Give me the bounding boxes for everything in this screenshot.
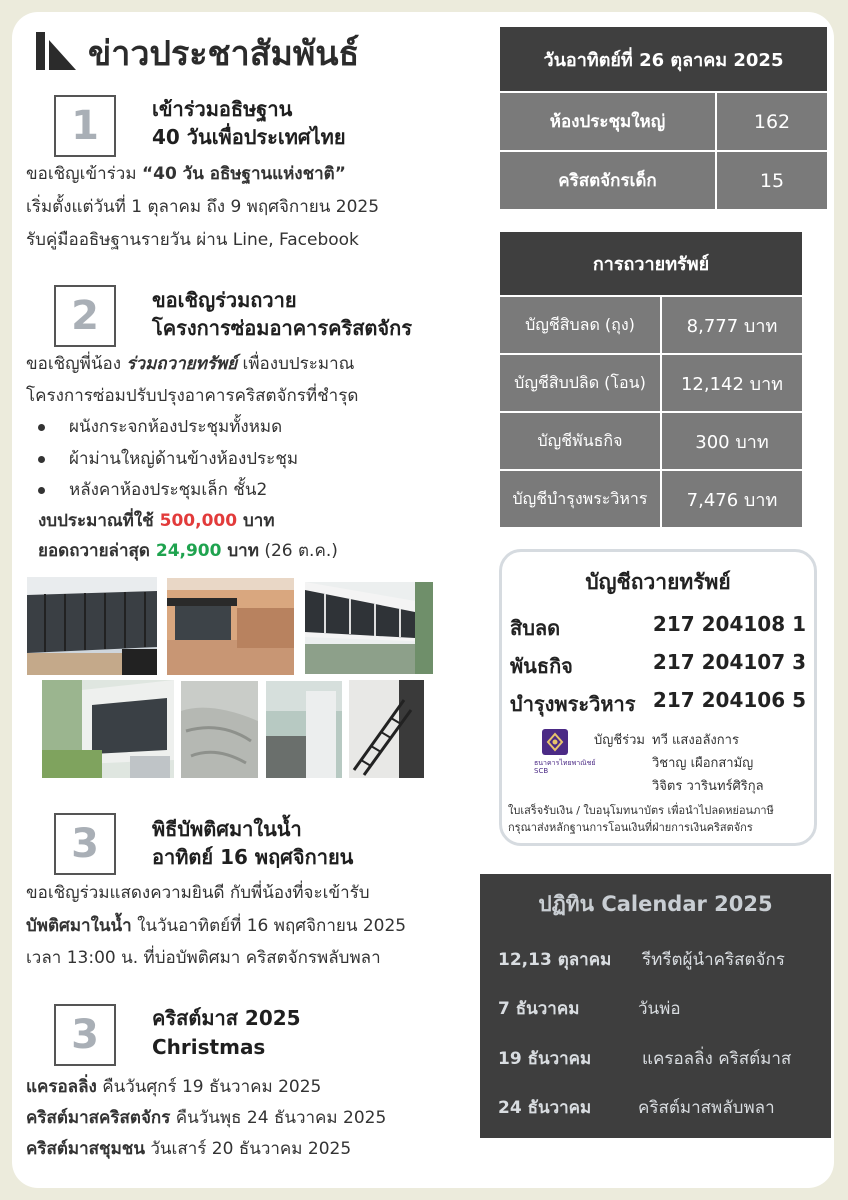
receipt-note: ใบเสร็จรับเงิน / ใบอนุโมทนาบัตร เพื่อนำไปลดหย่อนภาษี [508, 804, 774, 817]
attendance-label: คริสตจักรเด็ก [499, 151, 716, 210]
church-logo-icon [36, 32, 76, 70]
account-row: สิบลด 217 204108 1 [510, 612, 806, 640]
christmas-row: คริสต์มาสคริสตจักร คืนวันพุธ 24 ธันวาคม 2025 [26, 1108, 387, 1128]
offering-label: บัญชีพันธกิจ [499, 412, 661, 470]
bank-abbr: SCB [534, 767, 549, 775]
scb-bank-logo-icon [542, 729, 568, 755]
list-item: ผ้าม่านใหญ่ด้านข้างห้องประชุม [38, 443, 298, 475]
transfer-note: กรุณาส่งหลักฐานการโอนเงินที่ฝ่ายการเงินคริสตจักร [508, 821, 753, 834]
offering-value: 7,476 บาท [661, 470, 803, 528]
attendance-label: ห้องประชุมใหญ่ [499, 92, 716, 151]
bullet-icon [38, 487, 45, 494]
list-item: หลังคาห้องประชุมเล็ก ชั้น2 [38, 474, 267, 506]
latest-offering-line: ยอดถวายล่าสุด 24,900 บาท (26 ต.ค.) [38, 541, 338, 561]
section-1-line-1: ขอเชิญเข้าร่วม “40 วัน อธิษฐานแห่งชาติ” [26, 164, 346, 184]
section-3-line-1: ขอเชิญร่วมแสดงความยินดี กับพี่น้องที่จะเข้ารับ [26, 883, 370, 903]
section-2-line-2: โครงการซ่อมปรับปรุงอาคารคริสตจักรที่ชำรุด [26, 386, 359, 406]
section-1-heading-2: 40 วันเพื่อประเทศไทย [152, 125, 346, 149]
calendar-panel [480, 874, 831, 1138]
section-number-3: 3 [54, 813, 116, 875]
attendance-date: วันอาทิตย์ที่ 26 ตุลาคม 2025 [499, 26, 828, 92]
section-number-1: 1 [54, 95, 116, 157]
section-number-2: 2 [54, 285, 116, 347]
section-3-heading-1: พิธีบัพติศมาในน้ำ [152, 817, 302, 841]
account-row: บำรุงพระวิหาร 217 204106 5 [510, 688, 806, 716]
offering-value: 12,142 บาท [661, 354, 803, 412]
bank-accounts-title: บัญชีถวายทรัพย์ [585, 570, 731, 594]
section-1-line-3: รับคู่มืออธิษฐานรายวัน ผ่าน Line, Facebook [26, 230, 359, 250]
section-2-line-1: ขอเชิญพี่น้อง ร่วมถวายทรัพย์ เพื่องบประมาณ [26, 354, 355, 374]
attendance-table [498, 25, 829, 211]
account-holder: วิชาญ เผือกสามัญ [652, 756, 754, 771]
calendar-title: ปฏิทิน Calendar 2025 [538, 892, 773, 916]
section-3-line-3: เวลา 13:00 น. ที่บ่อบัพติศมา คริสตจักรพลับพลา [26, 948, 381, 968]
bank-accounts-card [499, 549, 817, 846]
building-photo-2 [167, 578, 294, 675]
attendance-value: 15 [716, 151, 828, 210]
calendar-date: 24 ธันวาคม [498, 1098, 592, 1118]
offering-title: การถวายทรัพย์ [499, 231, 803, 296]
roof-photo-1 [181, 681, 258, 778]
building-photo-3 [305, 582, 433, 674]
offering-value: 300 บาท [661, 412, 803, 470]
bullet-icon [38, 424, 45, 431]
section-4-heading-2: Christmas [152, 1035, 266, 1059]
section-2-heading-1: ขอเชิญร่วมถวาย [152, 288, 297, 312]
stair-photo [349, 680, 424, 778]
bullet-icon [38, 456, 45, 463]
section-3-heading-2: อาทิตย์ 16 พฤศจิกายน [152, 845, 354, 869]
bank-name: ธนาคารไทยพาณิชย์ [534, 759, 596, 767]
calendar-date: 7 ธันวาคม [498, 999, 580, 1019]
building-photo-1 [27, 577, 157, 675]
section-4-heading-1: คริสต์มาส 2025 [152, 1006, 301, 1030]
calendar-event: วันพ่อ [638, 999, 681, 1019]
calendar-date: 19 ธันวาคม [498, 1049, 592, 1069]
christmas-row: คริสต์มาสชุมชน วันเสาร์ 20 ธันวาคม 2025 [26, 1139, 352, 1159]
attendance-value: 162 [716, 92, 828, 151]
joint-account-label: บัญชีร่วม [594, 733, 646, 748]
offering-label: บัญชีสิบลด (ถุง) [499, 296, 661, 354]
christmas-row: แครอลลิ่ง คืนวันศุกร์ 19 ธันวาคม 2025 [26, 1077, 322, 1097]
account-holder: ทวี แสงอลังการ [652, 733, 739, 748]
budget-line: งบประมาณที่ใช้ 500,000 บาท [38, 511, 275, 531]
offering-label: บัญชีบำรุงพระวิหาร [499, 470, 661, 528]
page-title: ข่าวประชาสัมพันธ์ [88, 34, 360, 74]
calendar-event: รีทรีตผู้นำคริสตจักร [642, 950, 785, 970]
offering-table [498, 230, 804, 529]
list-item: ผนังกระจกห้องประชุมทั้งหมด [38, 411, 282, 443]
building-photo-4 [42, 680, 174, 778]
section-2-heading-2: โครงการซ่อมอาคารคริสตจักร [152, 316, 412, 340]
calendar-date: 12,13 ตุลาคม [498, 950, 612, 970]
account-holder: วิจิตร วารินทร์ศิริกุล [652, 779, 764, 794]
calendar-event: แครอลลิ่ง คริสต์มาส [642, 1049, 792, 1069]
roof-photo-2 [266, 681, 342, 778]
section-1-line-2: เริ่มตั้งแต่วันที่ 1 ตุลาคม ถึง 9 พฤศจิกายน 2025 [26, 197, 380, 217]
calendar-event: คริสต์มาสพลับพลา [638, 1098, 775, 1118]
section-number-4: 3 [54, 1004, 116, 1066]
account-row: พันธกิจ 217 204107 3 [510, 650, 806, 678]
section-1-heading-1: เข้าร่วมอธิษฐาน [152, 97, 293, 121]
offering-value: 8,777 บาท [661, 296, 803, 354]
section-3-line-2: บัพติศมาในน้ำ ในวันอาทิตย์ที่ 16 พฤศจิกายน 2025 [26, 916, 407, 936]
offering-label: บัญชีสิบปลิด (โอน) [499, 354, 661, 412]
